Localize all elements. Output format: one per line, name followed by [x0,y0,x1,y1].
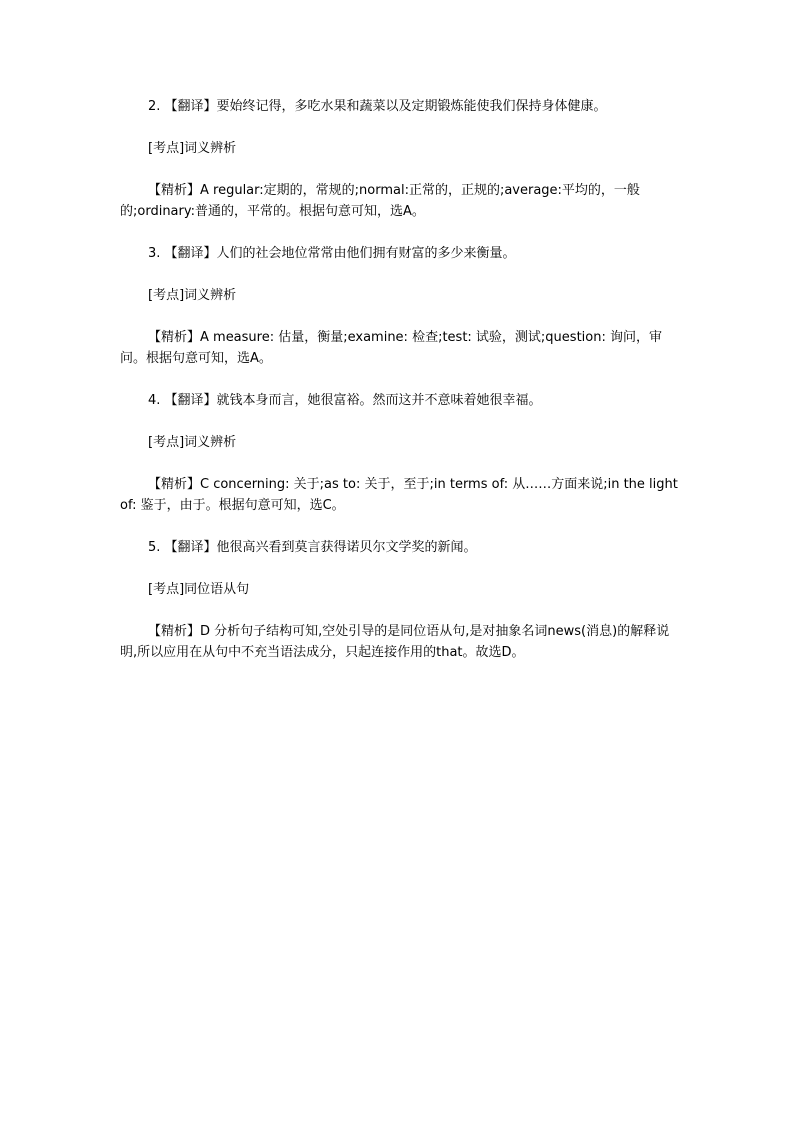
test-point-text: [考点]词义辨析 [148,141,237,156]
analysis-text: 【精析】C concerning: 关于;as to: 关于，至于;in terms of: 从……方面来说;in the light of: 鉴于，由于。根据句意可知，选C。 [120,477,678,513]
translation-text: 2. 【翻译】要始终记得，多吃水果和蔬菜以及定期锻炼能使我们保持身体健康。 [148,99,607,114]
answer-item-2 [120,96,680,222]
analysis-text: 【精析】D 分析句子结构可知,空处引导的是同位语从句,是对抽象名词news(消息)的解释说明,所以应用在从句中不充当语法成分，只起连接作用的that。故选D。 [120,624,670,660]
test-point-text: [考点]词义辨析 [148,435,237,450]
analysis-text: 【精析】A measure: 估量，衡量;examine: 检查;test: 试验，测试;question: 询问，审问。根据句意可知，选A。 [120,330,662,366]
translation-text: 3. 【翻译】人们的社会地位常常由他们拥有财富的多少来衡量。 [148,246,516,261]
analysis-text: 【精析】A regular:定期的，常规的;normal:正常的，正规的;average:平均的，一般的;ordinary:普通的，平常的。根据句意可知，选A。 [120,183,640,219]
answer-item-3 [120,243,680,369]
test-point-text: [考点]词义辨析 [148,288,237,303]
document-body [120,96,680,684]
translation-text: 4. 【翻译】就钱本身而言，她很富裕。然而这并不意味着她很幸福。 [148,393,542,408]
answer-item-4 [120,390,680,516]
answer-item-5 [120,537,680,663]
test-point-text: [考点]同位语从句 [148,582,250,597]
translation-text: 5. 【翻译】他很高兴看到莫言获得诺贝尔文学奖的新闻。 [148,540,477,555]
